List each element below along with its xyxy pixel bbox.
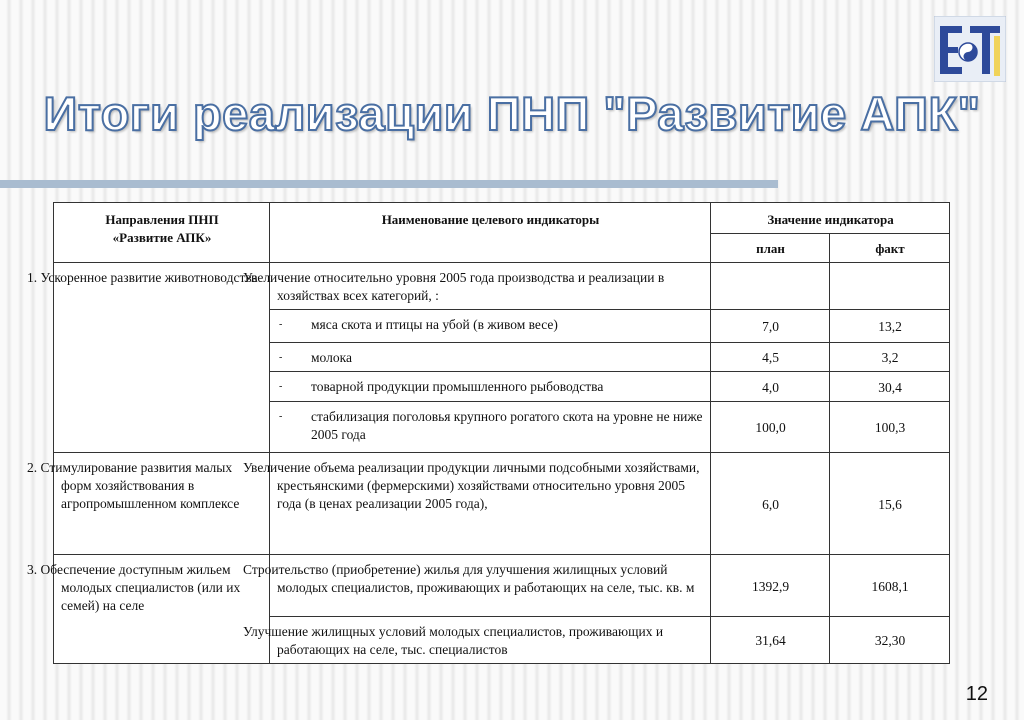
bullet-dash: - xyxy=(279,411,283,422)
direction-cell: 3. Обеспечение доступным жильем молодых специалистов (или их семей) на селе xyxy=(54,555,270,664)
indicator-cell: - молока xyxy=(270,343,711,372)
indicators-table xyxy=(27,202,950,664)
indicator-cell: Увеличение объема реализации продукции личными подсобными хозяйствами, крестьянскими (фермерскими) хозяйствами относительно уровня 2005 года (в ценах реализации 2005 года), xyxy=(270,453,711,555)
plan-value: 6,0 xyxy=(711,453,830,555)
plan-value: 4,0 xyxy=(711,372,830,402)
bullet-dash: - xyxy=(279,381,283,392)
header-value: Значение индикатора xyxy=(711,203,950,234)
table-header-row xyxy=(54,203,950,234)
plan-value: 4,5 xyxy=(711,343,830,372)
bullet-dash: - xyxy=(279,319,283,330)
table-row xyxy=(54,453,950,555)
fact-value: 3,2 xyxy=(830,343,950,372)
indicator-cell: - мяса скота и птицы на убой (в живом весе) xyxy=(270,310,711,343)
indicator-cell: - стабилизация поголовья крупного рогатого скота на уровне не ниже 2005 года xyxy=(270,402,711,453)
fact-value: 100,3 xyxy=(830,402,950,453)
indicator-cell: - товарной продукции промышленного рыбоводства xyxy=(270,372,711,402)
title-divider xyxy=(0,180,778,188)
institution-logo xyxy=(934,16,1006,82)
fact-value: 1608,1 xyxy=(830,555,950,617)
slide-number: 12 xyxy=(965,683,988,705)
fact-value: 30,4 xyxy=(830,372,950,402)
fact-value: 13,2 xyxy=(830,310,950,343)
table-row xyxy=(54,263,950,310)
fact-value: 32,30 xyxy=(830,617,950,664)
indicator-cell: Строительство (приобретение) жилья для улучшения жилищных условий молодых специалистов, проживающих и работающих на селе, тыс. кв. м xyxy=(270,555,711,617)
table-row xyxy=(54,555,950,617)
direction-cell: 2. Стимулирование развития малых форм хозяйствования в агропромышленном комплексе xyxy=(54,453,270,555)
header-fact: факт xyxy=(830,234,950,263)
plan-value: 100,0 xyxy=(711,402,830,453)
bullet-dash: - xyxy=(279,352,283,363)
plan-value: 7,0 xyxy=(711,310,830,343)
header-indicator: Наименование целевого индикаторы xyxy=(270,203,711,263)
slide-title: Итоги реализации ПНП "Развитие АПК" xyxy=(43,87,981,140)
plan-value: 31,64 xyxy=(711,617,830,664)
indicator-cell: Улучшение жилищных условий молодых специалистов, проживающих и работающих на селе, тыс. специалистов xyxy=(270,617,711,664)
fact-value: 15,6 xyxy=(830,453,950,555)
header-direction: Направления ПНП «Развитие АПК» xyxy=(54,203,270,263)
header-plan: план xyxy=(711,234,830,263)
plan-value: 1392,9 xyxy=(711,555,830,617)
direction-cell: 1. Ускоренное развитие животноводства xyxy=(54,263,270,453)
indicator-cell: Увеличение относительно уровня 2005 года производства и реализации в хозяйствах всех категорий, : xyxy=(270,263,711,310)
